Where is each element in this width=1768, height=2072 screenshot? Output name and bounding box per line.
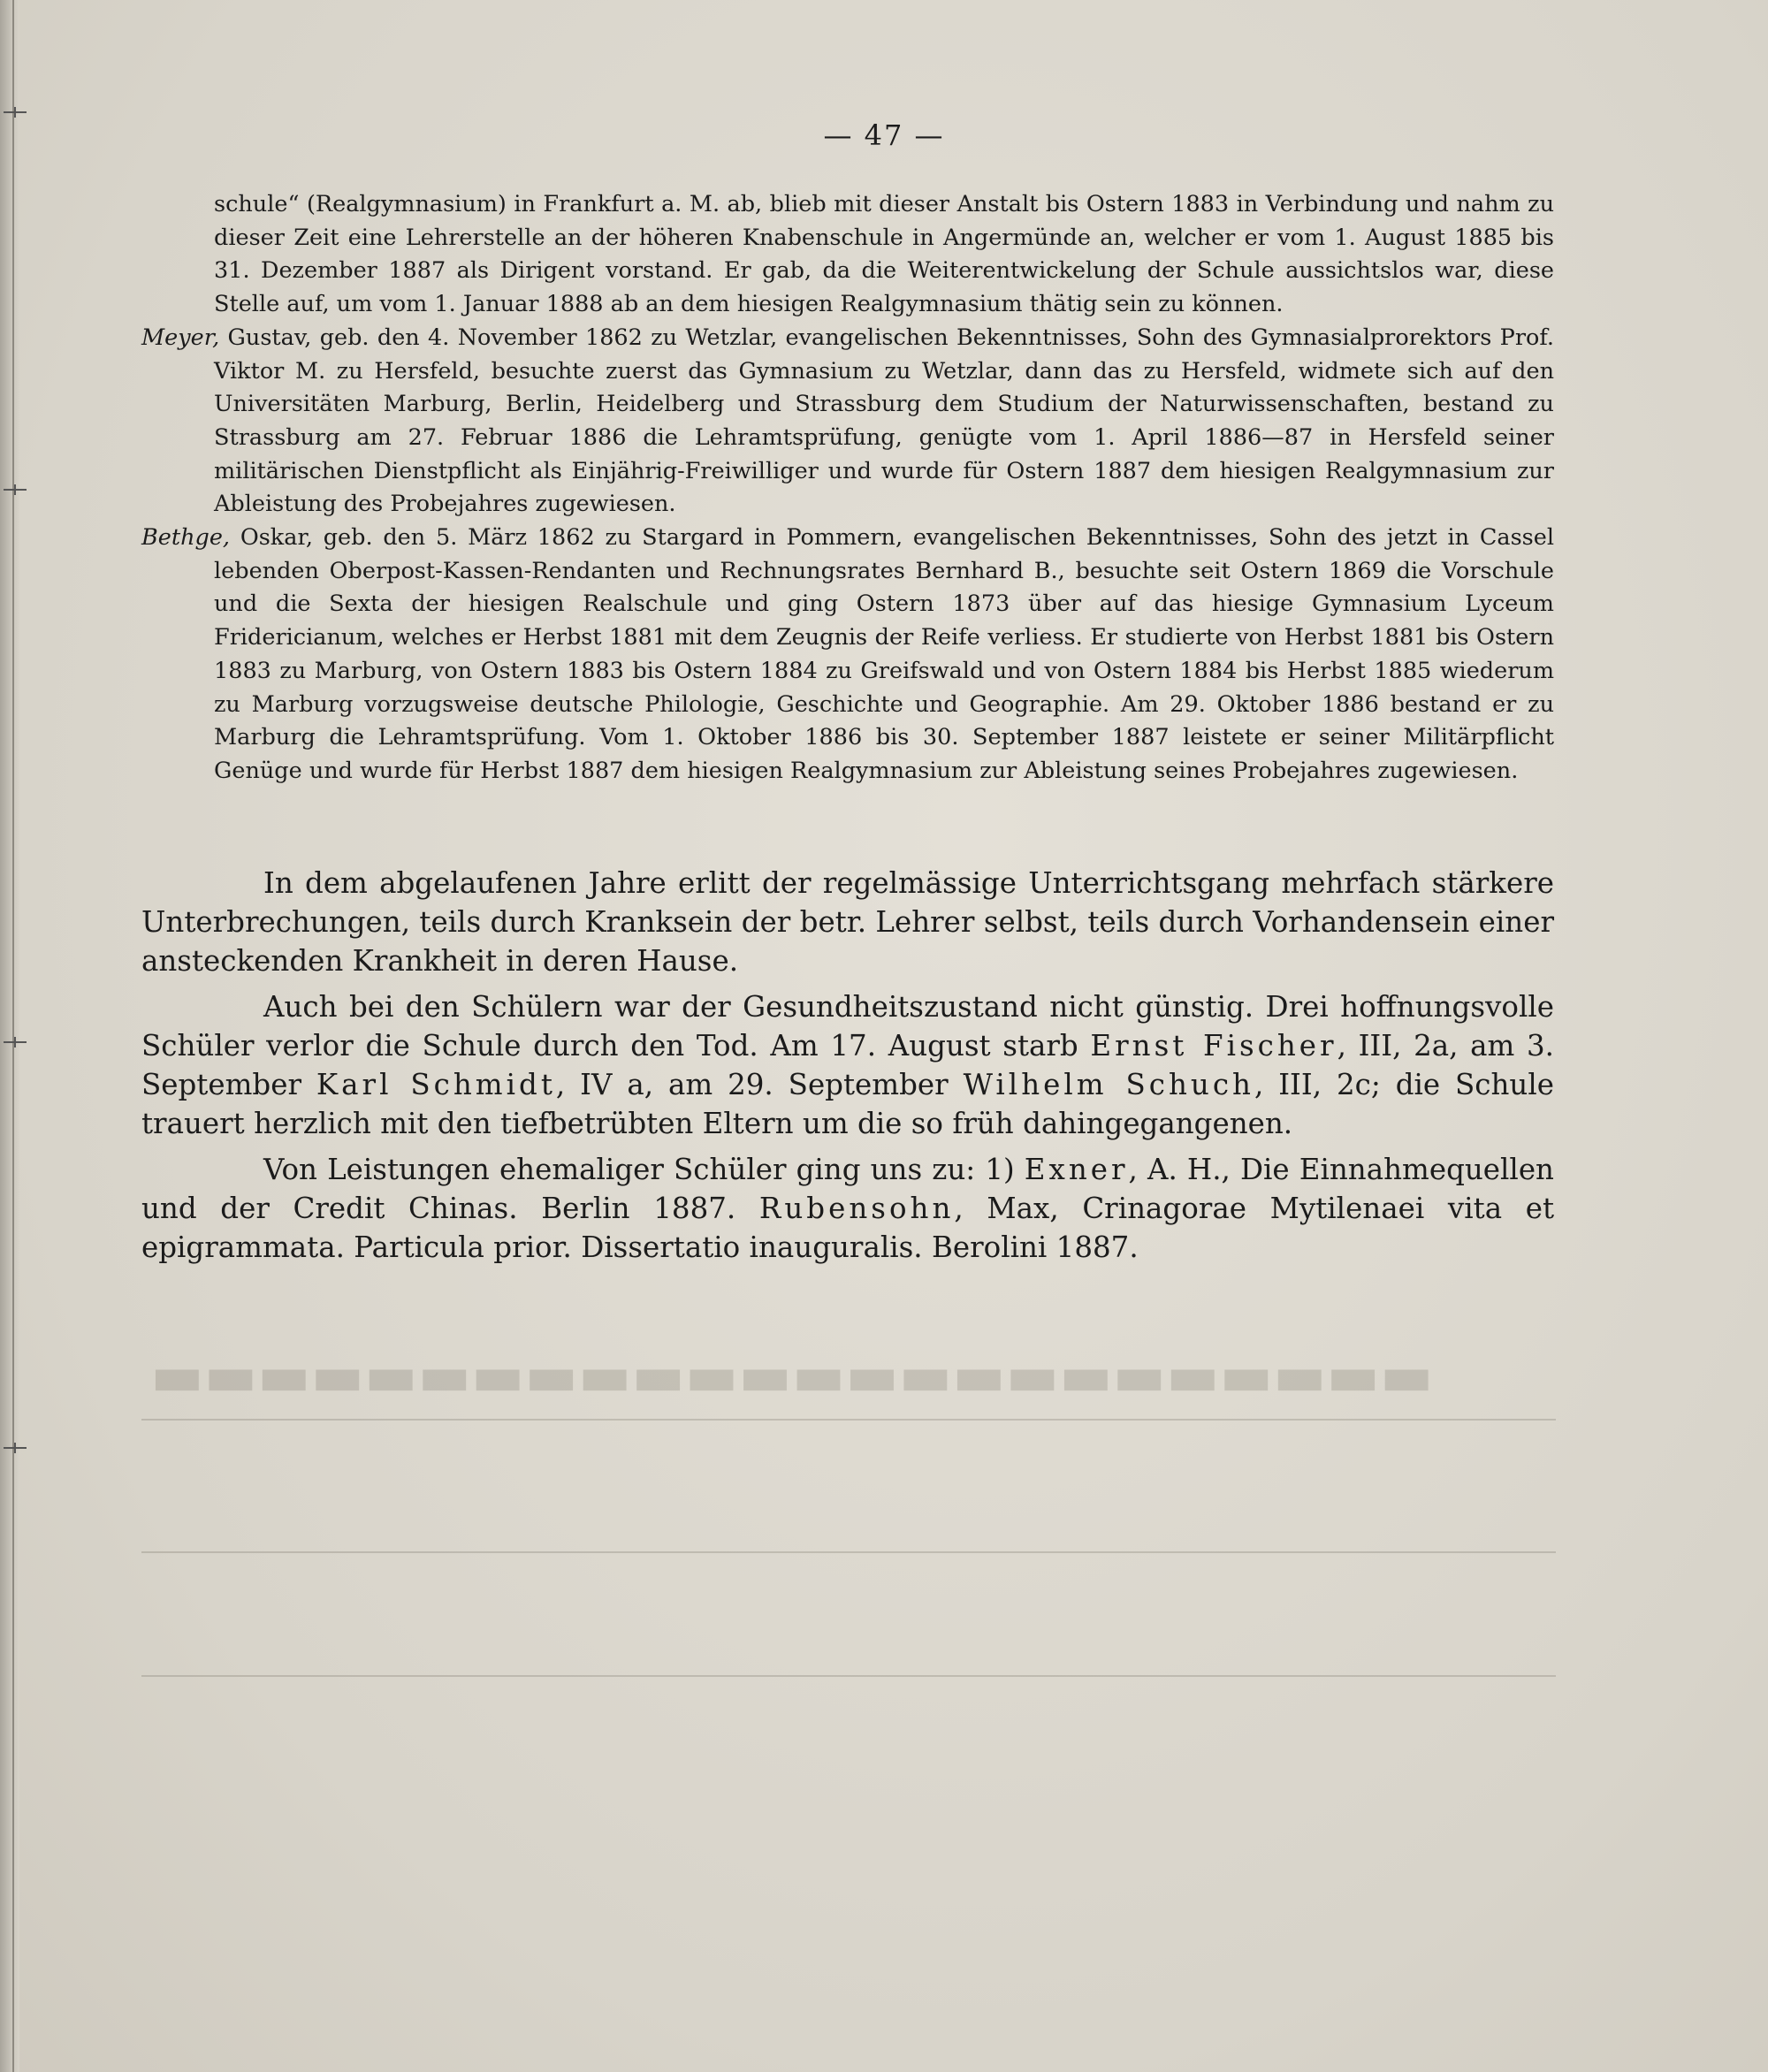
entry-text: Oskar, geb. den 5. März 1862 zu Stargard in Pommern, evangelischen Bekenntnisses, Sohn des jetzt in Cassel lebenden Oberpost-Kassen-Rendanten und Rechnungsrates Bernhard B., besuchte seit Ostern 1869 die Vorschule und die Sexta der hiesigen Realschule und ging Ostern 1873 über auf das hiesige Gymnasium Lyceum Fridericianum, welches er Herbst 1881 mit dem Zeugnis der Reife verliess. Er studierte von Herbst 1881 bis Ostern 1883 zu Marburg, von Ostern 1883 bis Ostern 1884 zu Greifswald und von Ostern 1884 bis Herbst 1885 wiederum zu Marburg vorzugsweise deutsche Philologie, Geschichte und Geographie. Am 29. Oktober 1886 bestand er zu Marburg die Lehramtsprüfung. Vom 1. Oktober 1886 bis 30. September 1887 leistete er seiner Militärpflicht Genüge und wurde für Herbst 1887 dem hiesigen Realgymnasium zur Ableistung seines Probejahres zugewiesen.: [214, 524, 1554, 784]
bleed-through-rule: [141, 1419, 1556, 1421]
entry-text: schule“ (Realgymnasium) in Frankfurt a. M. ab, blieb mit dieser Anstalt bis Ostern 1883 in Verbindung und nahm zu dieser Zeit eine Lehrerstelle an der höheren Knabenschule in Angermünde an, welcher er vom 1. August 1885 bis 31. Dezember 1887 als Dirigent vorstand. Er gab, da die Weiterentwickelung der Schule aussichtslos war, diese Stelle auf, um vom 1. Januar 1888 ab an dem hiesigen Realgymnasium thätig sein zu können.: [214, 191, 1554, 318]
biography-entry: [141, 522, 1554, 788]
biography-section: [141, 188, 1554, 788]
paragraph-text: , III, 2a, am 3. September: [141, 1029, 1555, 1101]
paragraph-text: Auch bei den Schülern war der Gesundheitszustand nicht günstig. Drei hoffnungsvolle Schüler verlor die Schule durch den Tod. Am 17. August starb: [141, 990, 1554, 1063]
margin-mark: [4, 1041, 27, 1043]
margin-mark: [4, 489, 27, 491]
paragraph-text: , III, 2c; die Schule trauert herzlich mit den tiefbetrübten Eltern um die so früh dahingegangenen.: [141, 1068, 1554, 1140]
bleed-through-shadow: ▬▬▬▬▬▬▬▬▬▬▬▬▬▬▬▬▬▬▬▬▬▬▬▬: [150, 1344, 1434, 1409]
margin-mark: [4, 111, 27, 113]
entry-name: Bethge,: [141, 524, 231, 552]
student-name: Ernst Fischer: [1090, 1029, 1337, 1063]
paragraph-text: , Max, Crinagorae Mytilenaei vita et epigrammata. Particula prior. Dissertatio inauguralis. Berolini 1887.: [141, 1192, 1554, 1264]
bleed-through-rule: [141, 1551, 1556, 1553]
author-name: Rubensohn: [758, 1192, 955, 1225]
paragraph-interruptions: [141, 864, 1554, 980]
biography-entry: [141, 322, 1554, 522]
binding-edge-line: [12, 0, 14, 2072]
student-name: Wilhelm Schuch: [963, 1068, 1254, 1101]
paragraph-health: [141, 987, 1554, 1143]
paragraph-text: In dem abgelaufenen Jahre erlitt der regelmässige Unterrichtsgang mehrfach stärkere Unterbrechungen, teils durch Kranksein der betr. Lehrer selbst, teils durch Vorhandensein einer ansteckenden Krankheit in deren Hause.: [141, 866, 1554, 978]
entry-text: Gustav, geb. den 4. November 1862 zu Wetzlar, evangelischen Bekenntnisses, Sohn des Gymnasialprorektors Prof. Viktor M. zu Hersfeld, besuchte zuerst das Gymnasium zu Wetzlar, dann das zu Hersfeld, widmete sich auf den Universitäten Marburg, Berlin, Heidelberg und Strassburg dem Studium der Naturwissenschaften, bestand zu Strassburg am 27. Februar 1886 die Lehramtsprüfung, genügte vom 1. April 1886—87 in Hersfeld seiner militärischen Dienstpflicht als Einjährig-Freiwilliger und wurde für Ostern 1887 dem hiesigen Realgymnasium zur Ableistung des Probejahres zugewiesen.: [214, 324, 1554, 518]
entry-name: Meyer,: [141, 324, 220, 351]
author-name: Exner: [1024, 1153, 1129, 1186]
student-name: Karl Schmidt: [316, 1068, 556, 1101]
margin-mark: [4, 1447, 27, 1449]
paragraph-text: , A. H., Die Einnahmequellen und der Credit Chinas. Berlin 1887.: [141, 1153, 1554, 1225]
page-number: — 47 —: [823, 118, 945, 152]
binding-edge: [0, 0, 19, 2072]
bleed-through-rule: [141, 1675, 1556, 1677]
paragraph-publications: [141, 1150, 1554, 1267]
paragraph-text: , IV a, am 29. September: [555, 1068, 964, 1101]
report-section: [141, 864, 1554, 1267]
biography-entry: [141, 188, 1554, 322]
paragraph-text: Von Leistungen ehemaliger Schüler ging uns zu: 1): [263, 1153, 1025, 1186]
